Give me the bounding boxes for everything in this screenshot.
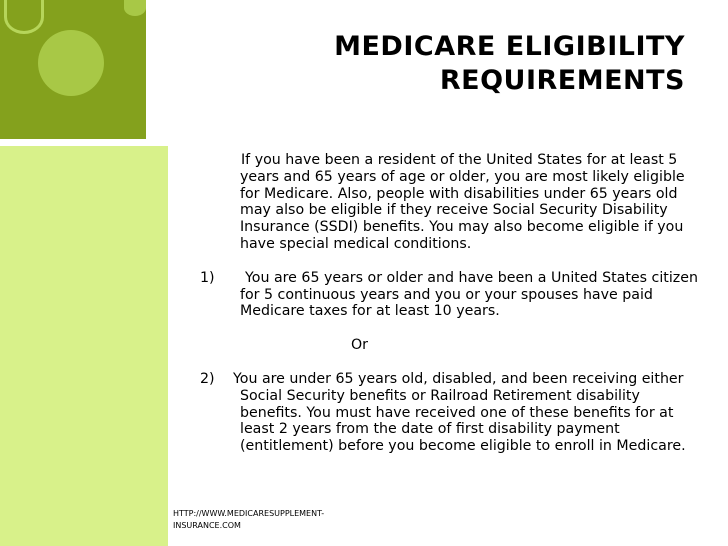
intro-paragraph: If you have been a resident of the United States for at least 5 years and 65 years of age or older, you are most likely eligible for Medicare. Also, people with disabilities under 65 years old may also be eligible if they receive Social Security Disability Insurance (SSDI) benefits. You may also become eligible if you have special medical conditions. — [240, 152, 685, 252]
decorative-ring-icon — [4, 0, 44, 34]
decorative-small-circle-icon — [124, 0, 146, 16]
title-line-2: REQUIREMENTS — [439, 65, 685, 96]
decorative-green-band-lower — [0, 139, 168, 546]
list-item-1 — [200, 270, 705, 320]
list-item-number: 1) — [200, 269, 215, 286]
list-item-number: 2) — [200, 370, 215, 387]
footer-line-2: INSURANCE.COM — [173, 521, 241, 530]
slide-title — [170, 30, 685, 98]
slide-body — [200, 152, 705, 455]
decorative-divider — [0, 139, 168, 146]
decorative-circle-icon — [38, 30, 104, 96]
footer-url — [173, 508, 393, 532]
footer-line-1: HTTP://WWW.MEDICARESUPPLEMENT- — [173, 509, 325, 518]
or-separator: Or — [351, 337, 369, 354]
list-item-text: You are 65 years or older and have been a United States citizen for 5 continuous years and you or your spouses have paid Medicare taxes for at least 10 years. — [240, 269, 698, 320]
list-item-2 — [200, 371, 705, 455]
list-item-text: You are under 65 years old, disabled, and been receiving either Social Security benefits or Railroad Retirement disability benefits. You must have received one of these benefits for at least 2 years from the date of first disability payment (entitlement) before you become eligible to enroll in Medicare. — [233, 370, 686, 455]
title-line-1: MEDICARE ELIGIBILITY — [334, 31, 685, 62]
